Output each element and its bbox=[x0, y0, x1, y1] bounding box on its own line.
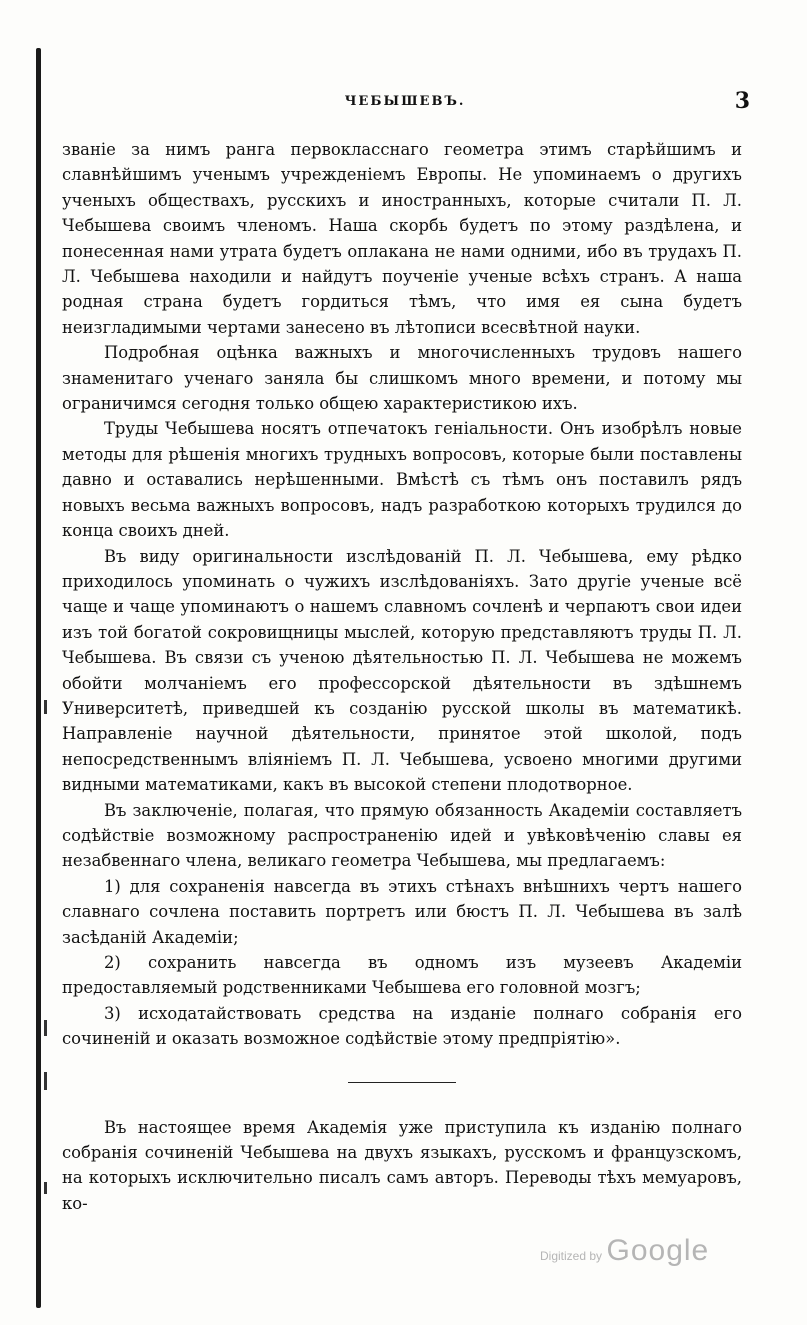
binding-mark bbox=[44, 1072, 47, 1090]
google-logo: Google bbox=[606, 1234, 710, 1267]
paragraph: Въ настоящее время Академія уже приступила къ изданію полнаго собранія сочиненій Чебышева на двухъ языкахъ, русскомъ и французскомъ, на которыхъ исключительно писалъ самъ авторъ. Переводы тѣхъ мемуаровъ, ко- bbox=[62, 1117, 742, 1213]
list-item: 2) сохранить навсегда въ одномъ изъ музеевъ Академіи предоставляемый родственниками Чебышева его головной мозгъ; bbox=[62, 953, 742, 998]
paragraph: Въ виду оригинальности изслѣдованій П. Л. Чебышева, ему рѣдко приходилось упоминать о чужихъ изслѣдованіяхъ. Зато другіе ученые всё чаще и чаще упоминаютъ о нашемъ славномъ сочленѣ и черпаютъ свои идеи изъ той богатой сокровищницы мыслей, которую представляютъ труды П. Л. Чебышева. Въ связи съ ученою дѣятельностью П. Л. Чебышева не можемъ обойти молчаніемъ его профессорской дѣятельности въ здѣшнемъ Университетѣ, приведшей къ созданію русской школы въ математикѣ. Направленіе научной дѣятельности, принятое этой школой, подъ непосредственнымъ вліяніемъ П. Л. Чебышева, усвоено многими другими видными математиками, какъ въ высокой степени плодотворное. bbox=[62, 546, 742, 795]
page-number: 3 bbox=[734, 88, 750, 114]
paragraph: Труды Чебышева носятъ отпечатокъ геніальности. Онъ изобрѣлъ новые методы для рѣшенія многихъ трудныхъ вопросовъ, которые были поставлены давно и оставались нерѣшенными. Вмѣстѣ съ тѣмъ онъ поставилъ рядъ новыхъ весьма важныхъ вопросовъ, надъ разработкою которыхъ трудился до конца своихъ дней. bbox=[62, 419, 742, 541]
paragraph-continuation: званіе за нимъ ранга первокласснаго геометра этимъ старѣйшимъ и славнѣйшимъ ученымъ учрежденіемъ Европы. Не упоминаемъ о другихъ ученыхъ обществахъ, русскихъ и иностранныхъ, которые считали П. Л. Чебышева своимъ членомъ. Наша скорбь будетъ по этому раздѣлена, и понесенная нами утрата будетъ оплакана не нами одними, ибо въ трудахъ П. Л. Чебышева находили и найдутъ поученіе ученые всѣхъ странъ. А наша родная страна будетъ гордиться тѣмъ, что имя ея сына будетъ неизгладимыми чертами занесено въ лѣтописи всесвѣтной науки. bbox=[62, 140, 742, 337]
page-header bbox=[60, 88, 750, 118]
page-binding-edge bbox=[36, 48, 41, 1308]
digitized-watermark bbox=[540, 1234, 709, 1268]
body-text bbox=[62, 137, 742, 1216]
list-item: 1) для сохраненія навсегда въ этихъ стѣнахъ внѣшнихъ чертъ нашего славнаго сочлена поставить портретъ или бюстъ П. Л. Чебышева въ залѣ засѣданій Академіи; bbox=[62, 876, 742, 947]
paragraph: Подробная оцѣнка важныхъ и многочисленныхъ трудовъ нашего знаменитаго ученаго заняла бы слишкомъ много времени, и потому мы ограничимся сегодня только общею характеристикою ихъ. bbox=[62, 343, 742, 414]
section-divider bbox=[348, 1082, 456, 1083]
binding-mark bbox=[44, 1182, 47, 1194]
list-item: 3) исходатайствовать средства на изданіе полнаго собранія его сочиненій и оказать возможное содѣйствіе этому предпріятію». bbox=[62, 1003, 742, 1049]
running-head: ЧЕБЫШЕВЪ. bbox=[344, 94, 466, 109]
paragraph: Въ заключеніе, полагая, что прямую обязанность Академіи составляетъ содѣйствіе возможному распространенію идей и увѣковѣченію славы ея незабвеннаго члена, великаго геометра Чебышева, мы предлагаемъ: bbox=[62, 800, 742, 871]
watermark-prefix: Digitized by bbox=[540, 1249, 603, 1263]
binding-mark bbox=[44, 700, 47, 714]
binding-mark bbox=[44, 1020, 47, 1036]
